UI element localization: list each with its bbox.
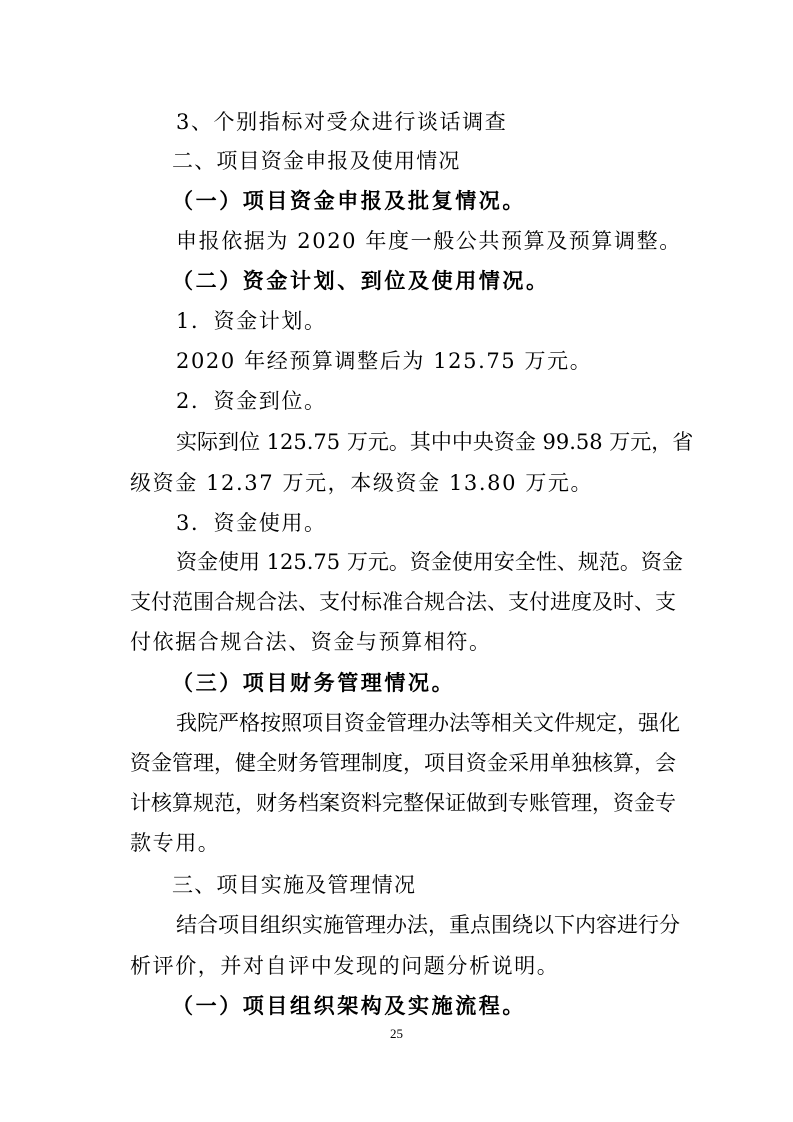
paragraph-line: 款专用。 — [130, 831, 221, 855]
paragraph-line: 资金使用 125.75 万元。资金使用安全性、规范。资金 — [176, 550, 683, 574]
paragraph-line: 支付范围合规合法、支付标准合规合法、支付进度及时、支 — [130, 590, 676, 614]
paragraph-line: 析评价，并对自评中发现的问题分析说明。 — [130, 954, 560, 978]
item-heading-3: 3．资金使用。 — [176, 511, 327, 535]
section-heading-3: 三、项目实施及管理情况 — [172, 873, 417, 897]
paragraph-line: 申报依据为 2020 年度一般公共预算及预算调整。 — [176, 229, 682, 253]
item-heading-2: 2．资金到位。 — [176, 389, 327, 413]
subsection-heading-3-1: （一）项目组织架构及实施流程。 — [172, 994, 526, 1018]
section-heading-2: 二、项目资金申报及使用情况 — [172, 149, 461, 173]
item-heading-1: 1．资金计划。 — [176, 309, 327, 333]
page-number: 25 — [390, 1026, 403, 1041]
paragraph-line: 级资金 12.37 万元，本级资金 13.80 万元。 — [130, 471, 594, 495]
paragraph-line: 我院严格按照项目资金管理办法等相关文件规定，强化 — [176, 711, 680, 735]
paragraph-line: 实际到位 125.75 万元。其中中央资金 99.58 万元，省 — [176, 430, 694, 454]
paragraph-line: 计核算规范，财务档案资料完整保证做到专账管理，资金专 — [130, 791, 676, 815]
paragraph-line: 资金管理，健全财务管理制度，项目资金采用单独核算，会 — [130, 751, 676, 775]
list-item-3: 3、个别指标对受众进行谈话调查 — [176, 110, 508, 134]
paragraph-line: 结合项目组织实施管理办法，重点围绕以下内容进行分 — [176, 913, 680, 937]
paragraph-line: 付依据合规合法、资金与预算相符。 — [130, 630, 492, 654]
subsection-heading-2-2: （二）资金计划、到位及使用情况。 — [172, 269, 550, 293]
paragraph-line: 2020 年经预算调整后为 125.75 万元。 — [176, 349, 593, 373]
subsection-heading-2-1: （一）项目资金申报及批复情况。 — [172, 189, 526, 213]
subsection-heading-2-3: （三）项目财务管理情况。 — [172, 671, 456, 695]
